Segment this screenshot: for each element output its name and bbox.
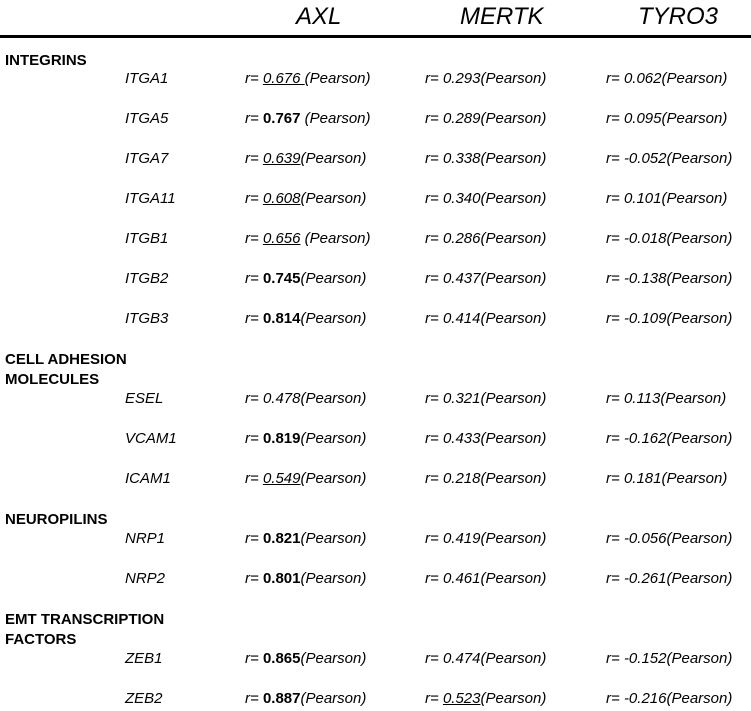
correlation-cell-axl	[245, 187, 366, 211]
correlation-cell-tyro3	[606, 567, 732, 591]
method-suffix: (Pearson)	[660, 390, 727, 407]
correlation-cell-tyro3	[606, 67, 727, 91]
correlation-value: 0.293	[442, 70, 481, 87]
table-row	[0, 467, 751, 491]
correlation-cell-axl	[245, 647, 366, 671]
method-suffix: (Pearson)	[480, 530, 547, 547]
correlation-cell-axl	[245, 227, 371, 251]
method-suffix: (Pearson)	[661, 70, 728, 87]
r-prefix: r=	[425, 690, 443, 707]
table-row	[0, 107, 751, 131]
correlation-value: 0.549	[262, 470, 301, 487]
correlation-cell-mertk	[425, 147, 546, 171]
method-suffix: (Pearson)	[480, 150, 547, 167]
correlation-cell-axl	[245, 527, 366, 551]
r-prefix: r=	[606, 650, 624, 667]
correlation-value: 0.523	[442, 690, 481, 707]
r-prefix: r=	[425, 190, 443, 207]
method-suffix: (Pearson)	[480, 110, 547, 127]
correlation-value: 0.338	[442, 150, 481, 167]
method-suffix: (Pearson)	[666, 690, 733, 707]
method-suffix: (Pearson)	[304, 70, 371, 87]
method-suffix: (Pearson)	[300, 190, 367, 207]
method-suffix: (Pearson)	[300, 390, 367, 407]
method-suffix: (Pearson)	[480, 430, 547, 447]
method-suffix: (Pearson)	[480, 690, 547, 707]
r-prefix: r=	[425, 110, 443, 127]
r-prefix: r=	[245, 570, 263, 587]
correlation-value: 0.321	[442, 390, 481, 407]
section-title: CELL ADHESION MOLECULES	[5, 351, 127, 388]
r-prefix: r=	[245, 190, 263, 207]
correlation-cell-mertk	[425, 387, 546, 411]
r-prefix: r=	[425, 530, 443, 547]
correlation-value: 0.181	[623, 470, 662, 487]
table-row	[0, 427, 751, 451]
r-prefix: r=	[245, 470, 263, 487]
correlation-value: -0.052	[623, 150, 667, 167]
gene-name: ZEB2	[125, 690, 163, 707]
correlation-value: 0.478	[262, 390, 301, 407]
gene-name: ICAM1	[125, 470, 171, 487]
r-prefix: r=	[245, 310, 263, 327]
method-suffix: (Pearson)	[300, 110, 371, 127]
method-suffix: (Pearson)	[300, 690, 367, 707]
method-suffix: (Pearson)	[300, 470, 367, 487]
table-row	[0, 147, 751, 171]
correlation-cell-axl	[245, 567, 366, 591]
r-prefix: r=	[425, 70, 443, 87]
correlation-cell-tyro3	[606, 427, 732, 451]
correlation-value: 0.865	[262, 650, 301, 667]
gene-name: ESEL	[125, 390, 164, 407]
table-row	[0, 527, 751, 551]
table-row	[0, 187, 751, 211]
r-prefix: r=	[245, 230, 263, 247]
correlation-value: 0.608	[262, 190, 301, 207]
r-prefix: r=	[606, 110, 624, 127]
correlation-value: 0.101	[623, 190, 662, 207]
correlation-value: 0.289	[442, 110, 481, 127]
correlation-cell-axl	[245, 387, 366, 411]
correlation-cell-axl	[245, 147, 366, 171]
correlation-value: 0.437	[442, 270, 481, 287]
r-prefix: r=	[606, 470, 624, 487]
correlation-value: 0.676	[262, 70, 305, 87]
correlation-value: 0.656	[262, 230, 301, 247]
correlation-value: 0.286	[442, 230, 481, 247]
correlation-cell-mertk	[425, 647, 546, 671]
correlation-cell-tyro3	[606, 227, 732, 251]
correlation-value: -0.018	[623, 230, 667, 247]
correlation-value: 0.433	[442, 430, 481, 447]
correlation-cell-tyro3	[606, 107, 727, 131]
gene-name: VCAM1	[125, 430, 177, 447]
correlation-cell-axl	[245, 107, 371, 131]
correlation-cell-mertk	[425, 67, 546, 91]
gene-name: ITGB3	[125, 310, 169, 327]
correlation-value: 0.218	[442, 470, 481, 487]
r-prefix: r=	[606, 570, 624, 587]
r-prefix: r=	[245, 150, 263, 167]
r-prefix: r=	[425, 650, 443, 667]
correlation-value: 0.062	[623, 70, 662, 87]
correlation-cell-tyro3	[606, 387, 726, 411]
correlation-cell-tyro3	[606, 647, 732, 671]
r-prefix: r=	[606, 70, 624, 87]
correlation-value: 0.340	[442, 190, 481, 207]
correlation-value: -0.261	[623, 570, 667, 587]
table-row	[0, 387, 751, 411]
correlation-value: 0.801	[262, 570, 301, 587]
method-suffix: (Pearson)	[300, 230, 371, 247]
method-suffix: (Pearson)	[666, 150, 733, 167]
section-title: INTEGRINS	[5, 52, 87, 69]
method-suffix: (Pearson)	[300, 650, 367, 667]
table-row	[0, 227, 751, 251]
correlation-value: 0.887	[262, 690, 301, 707]
column-header-axl: AXL	[296, 3, 342, 30]
correlation-cell-tyro3	[606, 527, 732, 551]
r-prefix: r=	[425, 230, 443, 247]
correlation-value: 0.095	[623, 110, 662, 127]
r-prefix: r=	[245, 650, 263, 667]
correlation-value: 0.461	[442, 570, 481, 587]
correlation-value: 0.814	[262, 310, 301, 327]
correlation-cell-axl	[245, 687, 366, 711]
method-suffix: (Pearson)	[480, 310, 547, 327]
correlation-value: 0.745	[262, 270, 301, 287]
gene-name: ITGA11	[125, 190, 176, 207]
method-suffix: (Pearson)	[300, 430, 367, 447]
gene-name: ITGA7	[125, 150, 169, 167]
method-suffix: (Pearson)	[480, 650, 547, 667]
correlation-cell-tyro3	[606, 267, 732, 291]
r-prefix: r=	[425, 470, 443, 487]
gene-name: NRP2	[125, 570, 166, 587]
correlation-cell-tyro3	[606, 187, 727, 211]
gene-name: ITGA5	[125, 110, 169, 127]
method-suffix: (Pearson)	[300, 270, 367, 287]
section-title: NEUROPILINS	[5, 511, 108, 528]
method-suffix: (Pearson)	[480, 70, 547, 87]
method-suffix: (Pearson)	[666, 570, 733, 587]
r-prefix: r=	[245, 70, 263, 87]
r-prefix: r=	[245, 690, 263, 707]
r-prefix: r=	[245, 110, 263, 127]
correlation-cell-mertk	[425, 687, 546, 711]
method-suffix: (Pearson)	[480, 390, 547, 407]
method-suffix: (Pearson)	[300, 310, 367, 327]
correlation-cell-mertk	[425, 467, 546, 491]
correlation-cell-mertk	[425, 427, 546, 451]
r-prefix: r=	[606, 430, 624, 447]
r-prefix: r=	[245, 530, 263, 547]
header-divider	[0, 35, 751, 38]
method-suffix: (Pearson)	[661, 470, 728, 487]
correlation-cell-axl	[245, 467, 366, 491]
correlation-value: -0.216	[623, 690, 667, 707]
gene-name: NRP1	[125, 530, 166, 547]
r-prefix: r=	[606, 530, 624, 547]
table-row	[0, 687, 751, 711]
r-prefix: r=	[425, 310, 443, 327]
correlation-value: 0.474	[442, 650, 481, 667]
method-suffix: (Pearson)	[666, 230, 733, 247]
table-row	[0, 647, 751, 671]
r-prefix: r=	[245, 390, 263, 407]
gene-name: ITGB2	[125, 270, 169, 287]
table-row	[0, 307, 751, 331]
method-suffix: (Pearson)	[666, 430, 733, 447]
section-title: EMT TRANSCRIPTION FACTORS	[5, 611, 165, 648]
correlation-cell-axl	[245, 67, 371, 91]
r-prefix: r=	[245, 270, 263, 287]
method-suffix: (Pearson)	[480, 230, 547, 247]
correlation-cell-mertk	[425, 567, 546, 591]
method-suffix: (Pearson)	[661, 190, 728, 207]
gene-name: ITGA1	[125, 70, 169, 87]
correlation-cell-axl	[245, 307, 366, 331]
method-suffix: (Pearson)	[300, 570, 367, 587]
correlation-value: 0.414	[442, 310, 481, 327]
correlation-cell-mertk	[425, 307, 546, 331]
r-prefix: r=	[606, 390, 624, 407]
r-prefix: r=	[606, 230, 624, 247]
r-prefix: r=	[606, 190, 624, 207]
r-prefix: r=	[606, 310, 624, 327]
r-prefix: r=	[245, 430, 263, 447]
table-row	[0, 67, 751, 91]
correlation-cell-tyro3	[606, 687, 732, 711]
method-suffix: (Pearson)	[480, 570, 547, 587]
method-suffix: (Pearson)	[300, 150, 367, 167]
method-suffix: (Pearson)	[300, 530, 367, 547]
method-suffix: (Pearson)	[666, 310, 733, 327]
method-suffix: (Pearson)	[480, 190, 547, 207]
method-suffix: (Pearson)	[666, 270, 733, 287]
r-prefix: r=	[425, 570, 443, 587]
correlation-value: -0.162	[623, 430, 667, 447]
method-suffix: (Pearson)	[661, 110, 728, 127]
r-prefix: r=	[606, 150, 624, 167]
correlation-cell-mertk	[425, 187, 546, 211]
correlation-value: 0.419	[442, 530, 481, 547]
column-header-tyro3: TYRO3	[638, 3, 719, 30]
method-suffix: (Pearson)	[480, 470, 547, 487]
r-prefix: r=	[606, 690, 624, 707]
correlation-value: -0.138	[623, 270, 667, 287]
table-row	[0, 567, 751, 591]
r-prefix: r=	[425, 150, 443, 167]
r-prefix: r=	[425, 430, 443, 447]
column-header-mertk: MERTK	[460, 3, 544, 30]
correlation-cell-mertk	[425, 527, 546, 551]
correlation-value: 0.819	[262, 430, 301, 447]
correlation-value: 0.113	[623, 390, 661, 407]
r-prefix: r=	[425, 270, 443, 287]
correlation-cell-axl	[245, 427, 366, 451]
correlation-cell-mertk	[425, 267, 546, 291]
gene-name: ZEB1	[125, 650, 163, 667]
correlation-cell-mertk	[425, 227, 546, 251]
method-suffix: (Pearson)	[480, 270, 547, 287]
correlation-value: -0.056	[623, 530, 667, 547]
correlation-cell-tyro3	[606, 307, 732, 331]
correlation-value: 0.821	[262, 530, 301, 547]
method-suffix: (Pearson)	[666, 530, 733, 547]
method-suffix: (Pearson)	[666, 650, 733, 667]
correlation-cell-axl	[245, 267, 366, 291]
correlation-value: 0.639	[262, 150, 301, 167]
correlation-cell-mertk	[425, 107, 546, 131]
correlation-value: -0.152	[623, 650, 667, 667]
correlation-cell-tyro3	[606, 467, 727, 491]
correlation-cell-tyro3	[606, 147, 732, 171]
table-row	[0, 267, 751, 291]
r-prefix: r=	[606, 270, 624, 287]
r-prefix: r=	[425, 390, 443, 407]
correlation-value: 0.767	[262, 110, 301, 127]
gene-name: ITGB1	[125, 230, 169, 247]
correlation-value: -0.109	[623, 310, 667, 327]
